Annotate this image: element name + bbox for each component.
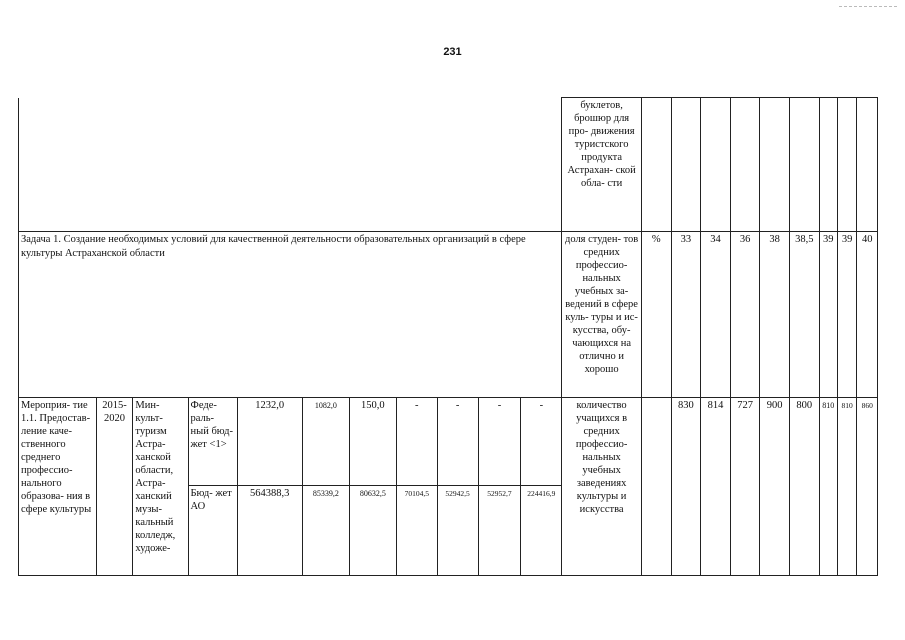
value-cell: 830 — [671, 398, 701, 576]
table-row — [19, 232, 878, 398]
value-cell: 860 — [857, 398, 878, 576]
value-cell: 810 — [819, 398, 837, 576]
value-cell — [701, 98, 731, 232]
executor-cell: Мин- культ- туризм Астра- ханской области, Астра- ханский музы- кальный колледж, художе- — [133, 398, 188, 576]
period-cell: 2015- 2020 — [96, 398, 133, 576]
value-cell: 36 — [730, 232, 760, 398]
page-number: 231 — [443, 46, 462, 58]
value-cell — [671, 98, 701, 232]
value-cell: 39 — [837, 232, 856, 398]
value-cell — [857, 98, 878, 232]
amount-cell: 1082,0 — [302, 398, 349, 486]
value-cell: 38 — [760, 232, 790, 398]
indicator-cell: доля студен- тов средних профессио- нальных учебных за- ведений в сфере куль- туры и ис- кусства, обу- чающихся на отлично и хорошо — [562, 232, 642, 398]
value-cell: 34 — [701, 232, 731, 398]
value-cell — [760, 98, 790, 232]
amount-cell: - — [478, 398, 521, 486]
amount-cell: 70104,5 — [396, 486, 437, 576]
value-cell: 38,5 — [789, 232, 819, 398]
empty-cell — [19, 98, 562, 232]
value-cell — [837, 98, 856, 232]
value-cell: 810 — [837, 398, 856, 576]
value-cell — [730, 98, 760, 232]
table-row — [19, 98, 878, 232]
amount-cell: 52942,5 — [437, 486, 478, 576]
indicator-cell: количество учащихся в средних профессио- нальных учебных заведениях культуры и искусства — [562, 398, 642, 576]
value-cell: 900 — [760, 398, 790, 576]
value-cell: 814 — [701, 398, 731, 576]
value-cell — [789, 98, 819, 232]
amount-cell: - — [521, 398, 562, 486]
amount-cell: 150,0 — [349, 398, 396, 486]
value-cell: 39 — [819, 232, 837, 398]
amount-cell: 224416,9 — [521, 486, 562, 576]
amount-cell: 1232,0 — [237, 398, 302, 486]
amount-cell: 80632,5 — [349, 486, 396, 576]
unit-cell — [641, 98, 671, 232]
amount-cell: - — [396, 398, 437, 486]
amount-cell: - — [437, 398, 478, 486]
unit-cell — [641, 398, 671, 576]
value-cell: 727 — [730, 398, 760, 576]
measure-name: Мероприя- тие 1.1. Предостав- ление каче- ственного среднего профессио- нального образова- ния в сфере культуры — [19, 398, 97, 576]
value-cell: 800 — [789, 398, 819, 576]
funding-source: Бюд- жет АО — [188, 486, 237, 576]
task-title: Задача 1. Создание необходимых условий для качественной деятельности образовательных организаций в сфере культуры Астраханской области — [19, 232, 562, 398]
indicator-cell: буклетов, брошюр для про- движения туристского продукта Астрахан- ской обла- сти — [562, 98, 642, 232]
unit-cell: % — [641, 232, 671, 398]
value-cell — [819, 98, 837, 232]
value-cell: 33 — [671, 232, 701, 398]
amount-cell: 85339,2 — [302, 486, 349, 576]
funding-source: Феде- раль- ный бюд- жет <1> — [188, 398, 237, 486]
corner-mark — [839, 6, 897, 7]
program-table — [18, 97, 878, 576]
amount-cell: 564388,3 — [237, 486, 302, 576]
table-row — [19, 398, 878, 486]
value-cell: 40 — [857, 232, 878, 398]
amount-cell: 52952,7 — [478, 486, 521, 576]
